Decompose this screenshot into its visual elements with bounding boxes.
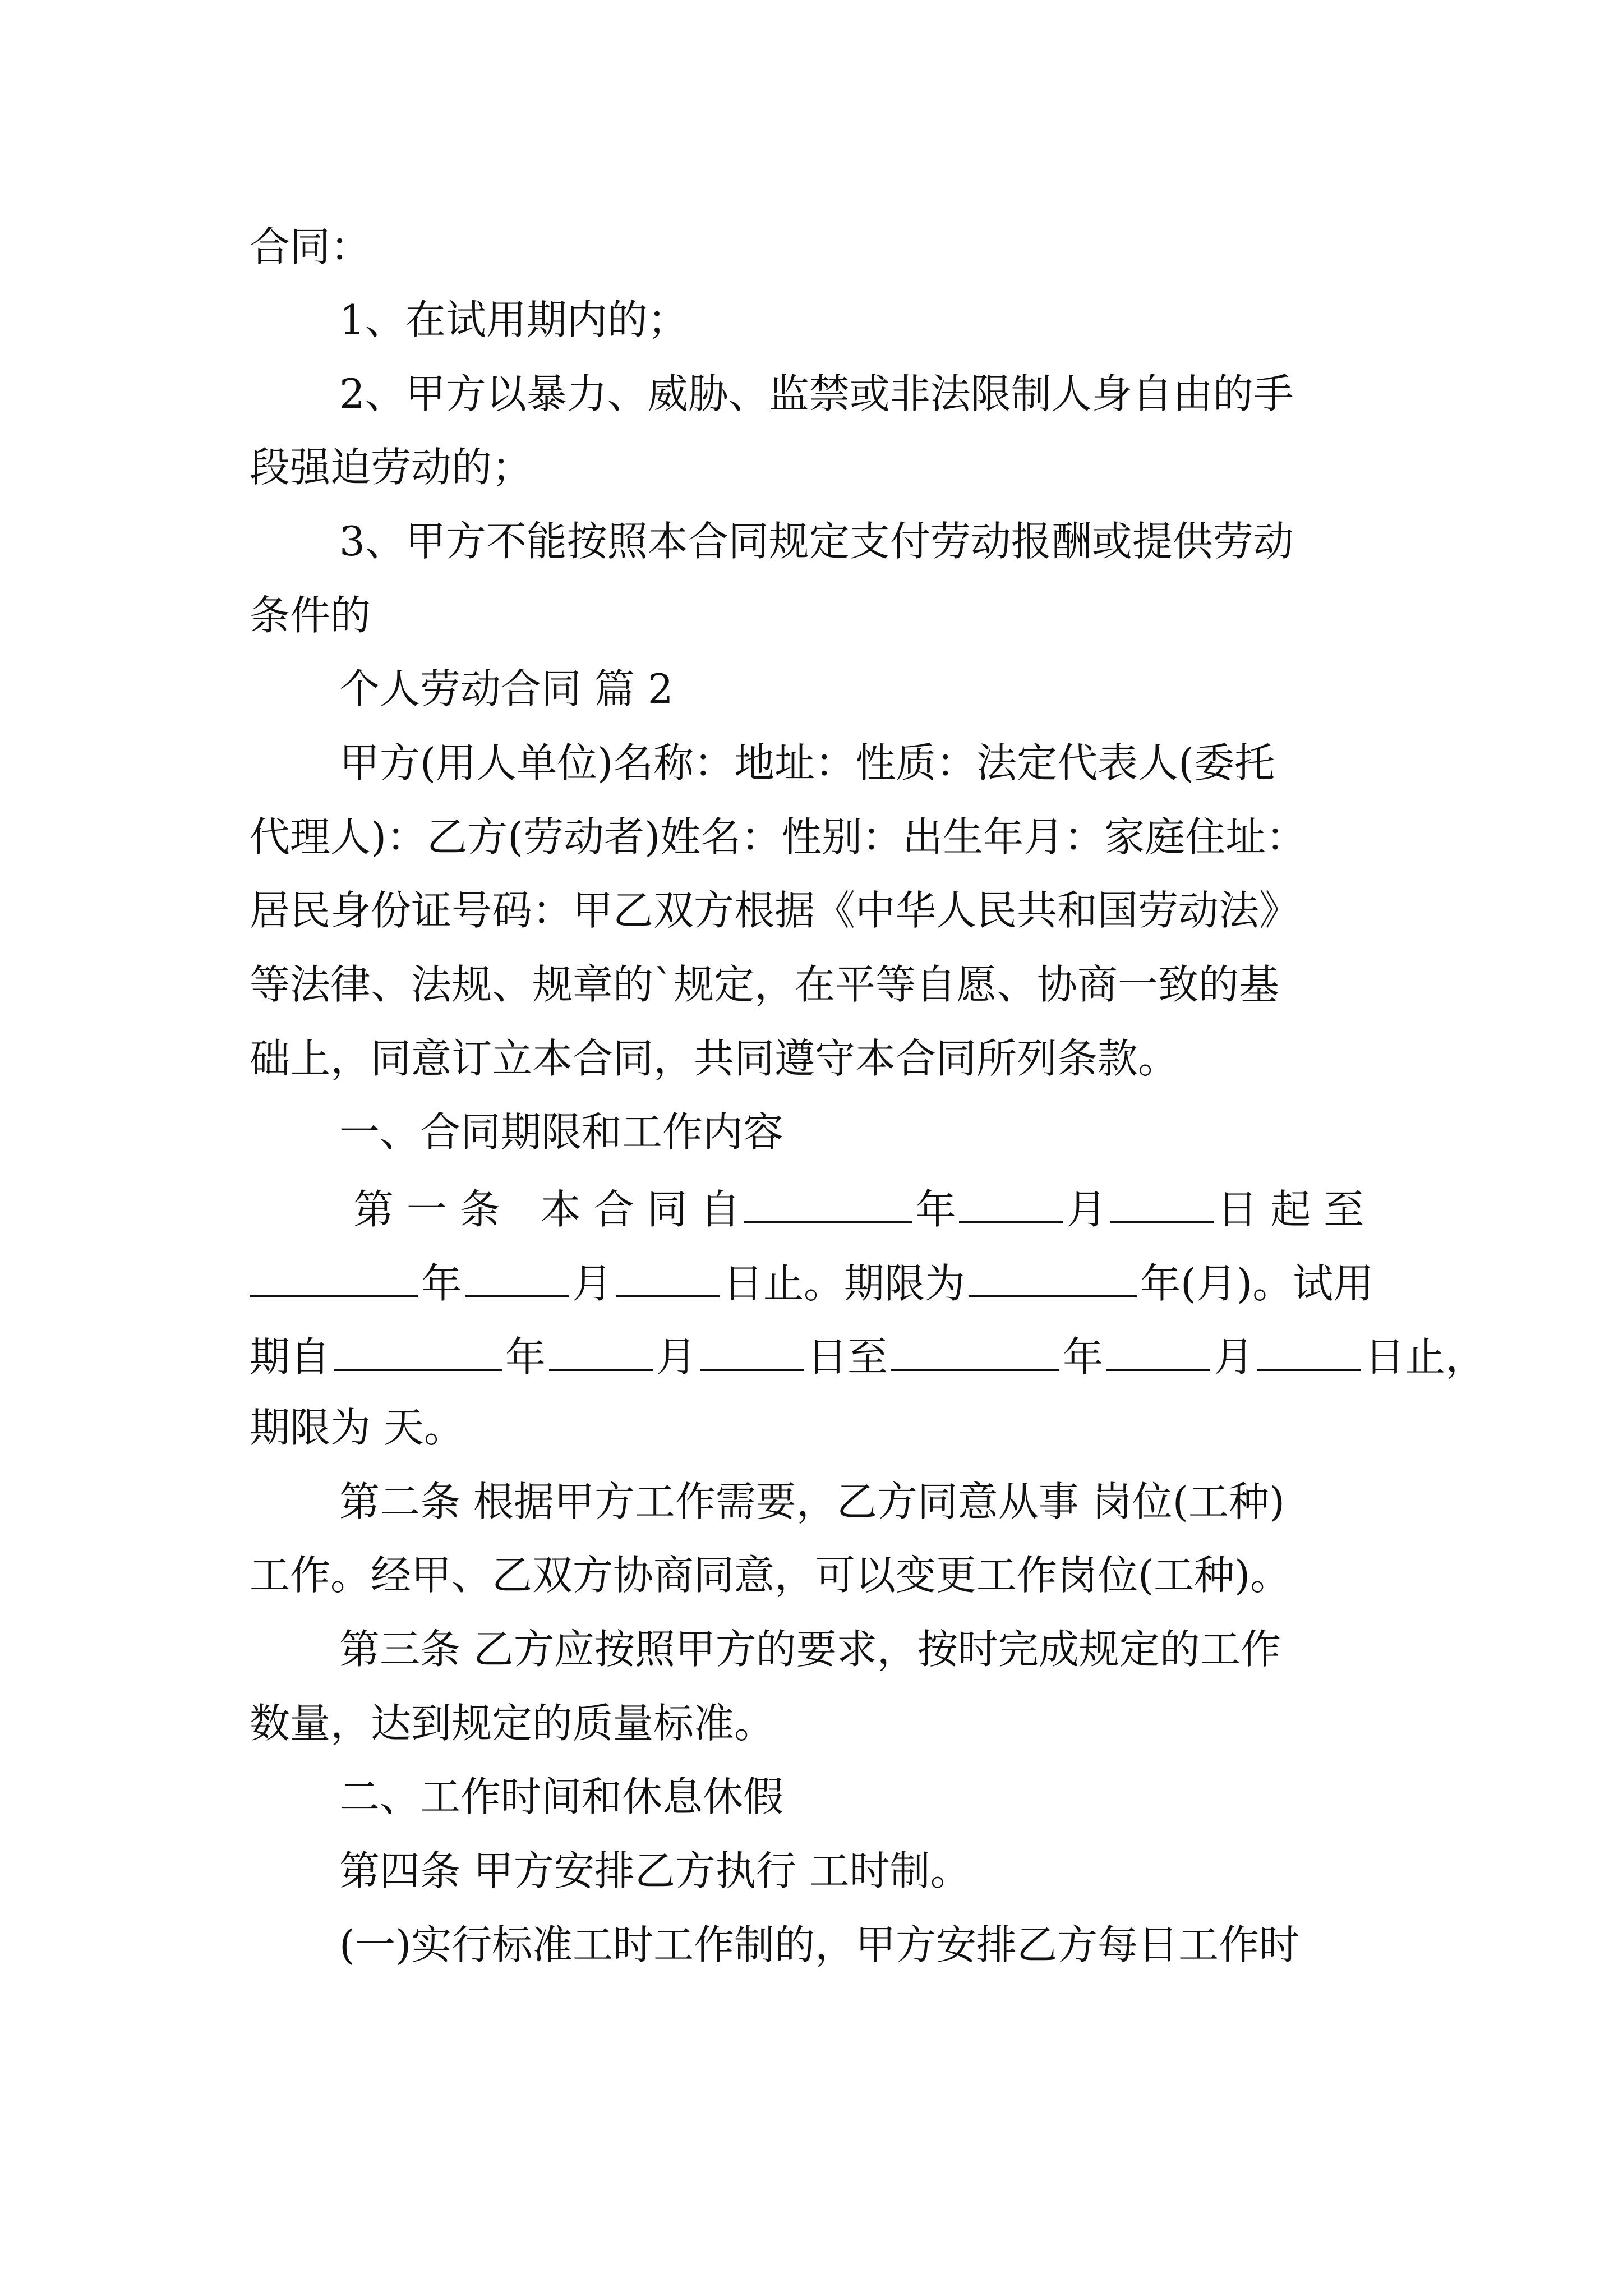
paragraph-line: 段强迫劳动的； [250,444,533,491]
paragraph-line: 3、甲方不能按照本合同规定支付劳动报酬或提供劳动 [339,518,1294,565]
paragraph-line: 础上，同意订立本合同，共同遵守本合同所列条款。 [250,1035,1179,1082]
blank-field [616,1249,720,1297]
paragraph-line: 代理人)：乙方(劳动者)姓名：性别：出生年月：家庭住址： [250,813,1307,861]
paragraph-line: 1、在试用期内的； [339,296,688,343]
paragraph-line: 合同： [250,223,371,270]
section-heading: 二、工作时间和休息休假 [339,1773,784,1820]
clause-1-line-1: 第 一 条 本 合 同 自 年 月 日 起 至 [353,1175,1376,1237]
paragraph-line: 第二条 根据甲方工作需要，乙方同意从事 岗位(工种) [339,1478,1285,1525]
blank-field [744,1175,912,1223]
blank-field [250,1249,418,1297]
blank-field [1110,1175,1214,1223]
blank-field [700,1323,804,1371]
clause-1-line-3: 期自 年 月 日至 年 月 日止， [250,1323,1376,1384]
paragraph-line: 第四条 甲方安排乙方执行 工时制。 [339,1847,971,1894]
paragraph-line: (一)实行标准工时工作制的，甲方安排乙方每日工作时 [339,1921,1300,1968]
section-heading: 个人劳动合同 篇 2 [339,665,674,712]
paragraph-line: 第三条 乙方应按照甲方的要求，按时完成规定的工作 [339,1626,1281,1673]
paragraph-line: 甲方(用人单位)名称：地址：性质：法定代表人(委托 [339,739,1275,786]
paragraph-line: 工作。经甲、乙双方协商同意，可以变更工作岗位(工种)。 [250,1552,1291,1599]
paragraph-line: 条件的 [250,592,371,639]
blank-field [891,1323,1059,1371]
blank-field [1257,1323,1361,1371]
paragraph-line: 期限为 天。 [250,1404,464,1451]
paragraph-line: 2、甲方以暴力、威胁、监禁或非法限制人身自由的手 [339,370,1294,417]
blank-field [465,1249,569,1297]
blank-field [959,1175,1063,1223]
section-heading: 一、合同期限和工作内容 [339,1108,784,1156]
paragraph-line: 居民身份证号码：甲乙双方根据《中华人民共和国劳动法》 [250,887,1300,934]
blank-field [1106,1323,1210,1371]
blank-field [334,1323,502,1371]
paragraph-line: 数量，达到规定的质量标准。 [250,1700,775,1747]
clause-1-line-2: 年 月 日止。期限为 年(月)。试用 [250,1249,1376,1311]
blank-field [549,1323,653,1371]
paragraph-line: 等法律、法规、规章的`规定，在平等自愿、协商一致的基 [250,961,1280,1008]
blank-field [969,1249,1137,1297]
